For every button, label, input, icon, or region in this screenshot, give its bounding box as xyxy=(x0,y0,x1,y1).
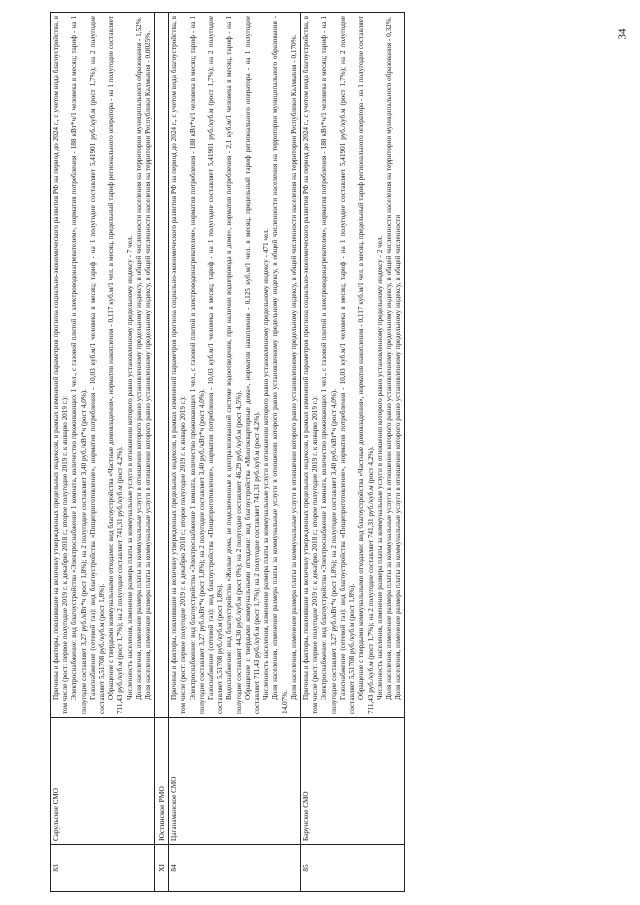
description-paragraph: Доля населения, изменение размера платы за коммунальные услуги в отношении которого равно установленному предельному индексу, в общей численности xyxy=(394,214,403,700)
tariff-table xyxy=(50,12,405,892)
description-cell xyxy=(169,13,301,718)
description-paragraph: Доля населения, изменение размера платы за коммунальные услуги в отношении которого равно установленному предельному индексу, в общей численности населения на территории муниципального образования - 1,52%. xyxy=(134,16,143,700)
table-row xyxy=(51,13,155,892)
municipality-name: Цаганаманское СМО xyxy=(169,718,301,845)
table-row xyxy=(169,13,301,892)
description-paragraph: Газоснабжение (сетевой газ): вид благоустройства «Пищеприготовление», норматив потребления - 10,03 куб.м/1 человека в месяц; тариф - на 1 полугодие составляет 5,41901 руб./куб.м (рост 1,7%); на 2 полугодие составляет 5,51708 руб./куб.м (рост 1,8%). xyxy=(88,16,107,714)
description-paragraph: Водоснабжение: вид благоустройства «Жилые дома, не подключенные к централизованной системе водоотведения, при наличии водопровода в доме», норматив потребления - 2,1 куб.м/1 человека в месяц, тариф - на 1 полугодие составляет 44,30 руб./куб.м (рост 0%); на 2 полугодие составляет 46,29 руб./куб.м (рост 4,5%). xyxy=(225,16,243,714)
description-paragraph: Электроснабжение: вид благоустройства «Электроснабжение 1 комната, количество проживающих 1 чел., с газовой плитой и электроводонагревателем», норматив потребления - 188 кВт*ч/1 человека в месяц; тариф - на 1 полугодие составляет 3,27 руб./кВт*ч (рост 1,8%); на 2 полугодие составляет 3,40 руб./кВт*ч (рост 4,0%). xyxy=(70,16,88,714)
description-paragraph: Обращение с твердыми коммунальными отходами: вид благоустройства «Частные домовладения», норматив накопления - 0,117 куб.м/1 чел. в месяц, предельный тариф регионального оператора - на 1 полугодие составляет 711,43 руб./куб.м (рост 1,7%); на 2 полугодие составляет 741,31 руб./куб.м (рост 4,2%). xyxy=(357,16,375,714)
municipality-name: Юстинское РМО xyxy=(155,718,169,845)
description-paragraph: Доля населения, изменение размера платы за коммунальные услуги в отношении которого равно установленному предельному индексу, в общей численности населения на территории Республики Калмыкия - 0,170%. xyxy=(289,34,298,700)
description-paragraph: Доля населения, изменение размера платы за коммунальные услуги в отношении которого равно установленному предельному индексу, в общей численности населения на территории муниципального образования - 0,32%. xyxy=(384,16,393,700)
description-cell xyxy=(51,13,155,718)
section-row xyxy=(155,13,169,892)
description-paragraph: Численность населения, изменение размера платы за коммунальные услуги в отношении которого равно установленному предельному индексу - 7 чел. xyxy=(125,235,134,700)
rotated-content xyxy=(50,12,590,892)
description-paragraph: Численность населения, изменение размера платы за коммунальные услуги в отношении которого равно установленному предельному индексу - 471 чел. xyxy=(262,228,271,700)
description-paragraph: Электроснабжение: вид благоустройства «Электроснабжение 1 комната, количество проживающих 1 чел., с газовой плитой и электроводонагревателем», норматив потребления - 188 кВт*ч/1 человека в месяц; тариф - на 1 полугодие составляет 3,27 руб./кВт*ч (рост 1,8%); на 2 полугодие составляет 3,40 руб./кВт*ч (рост 4,0%). xyxy=(188,16,206,714)
municipality-name: Барунское СМО xyxy=(301,718,405,845)
description-paragraph: Причины и факторы, повлиявшие на величину утвержденных предельных индексов, в рамках изменений параметров прогноза социально-экономического развития РФ на период до 2024 г., с учетом вида благоустройства, в том числе (рост: первое полугодие 2019 г. к декабрю 2018 г.; второе полугодие 2019 г. к январю 2019 г.): xyxy=(170,16,188,714)
description-paragraph: Причины и факторы, повлиявшие на величину утвержденных предельных индексов, в рамках изменений параметров прогноза социально-экономического развития РФ на период до 2024 г., с учетом вида благоустройства, в том числе (рост: первое полугодие 2019 г. к декабрю 2018 г.; второе полугодие 2019 г. к январю 2019 г.): xyxy=(302,16,320,714)
description-paragraph: Газоснабжение (сетевой газ): вид благоустройства «Пищеприготовление», норматив потребления - 10,03 куб.м/1 человека в месяц; тариф - на 1 полугодие составляет 5,41901 руб./куб.м (рост 1,7%); на 2 полугодие составляет 5,51708 руб./куб.м (рост 1,8%). xyxy=(207,16,225,714)
description-paragraph: Причины и факторы, повлиявшие на величину утвержденных предельных индексов, в рамках изменений параметров прогноза социально-экономического развития РФ на период до 2024 г., с учетом вида благоустройства, в том числе (рост: первое полугодие 2019 г. к декабрю 2018 г.; второе полугодие 2019 г. к январю 2019 г.): xyxy=(52,16,70,714)
row-number: XI xyxy=(155,845,169,892)
row-number: 84 xyxy=(169,845,301,892)
description-cell xyxy=(301,13,405,718)
page-number: 34 xyxy=(616,28,629,40)
description-paragraph: Обращение с твердыми коммунальными отходами: вид благоустройства «Частные домовладения», норматив накопления - 0,117 куб.м/1 чел. в месяц, предельный тариф регионального оператора - на 1 полугодие составляет 711,43 руб./куб.м (рост 1,7%); на 2 полугодие составляет 741,31 руб./куб.м (рост 4,2%). xyxy=(107,16,125,714)
description-paragraph: Численность населения, изменение размера платы за коммунальные услуги в отношении которого равно установленному предельному индексу - 2 чел. xyxy=(375,235,384,700)
row-number: 83 xyxy=(51,845,155,892)
table-row xyxy=(301,13,405,892)
description-paragraph: Электроснабжение: вид благоустройства «Электроснабжение 1 комната, количество проживающих 1 чел., с газовой плитой и электроводонагревателем», норматив потребления - 188 кВт*ч/1 человека в месяц; тариф - на 1 полугодие составляет 3,27 руб./кВт*ч (рост 1,8%); на 2 полугодие составляет 3,40 руб./кВт*ч (рост 4,0%). xyxy=(320,16,338,714)
municipality-name: Сарульское СМО xyxy=(51,718,155,845)
description-paragraph: Газоснабжение (сетевой газ): вид благоустройства «Пищеприготовление», норматив потребления - 10,03 куб.м/1 человека в месяц; тариф - на 1 полугодие составляет 5,41901 руб./куб.м (рост 1,7%); на 2 полугодие составляет 5,51708 руб./куб.м (рост 1,8%). xyxy=(338,16,357,714)
description-paragraph: Доля населения, изменение размера платы за коммунальные услуги в отношении которого равно установленному предельному индексу, в общей численности населения на территории муниципального образования - 14,07%. xyxy=(271,16,289,714)
description-paragraph: Обращение с твердыми коммунальными отходами: вид благоустройства «Многоквартирные дома», норматив накопления - 0,125 куб.м/1 чел. в месяц, предельный тариф регионального оператора - на 1 полугодие составляет 711,43 руб./куб.м (рост 1,7%); на 2 полугодие составляет 741,31 руб./куб.м (рост 4,2%). xyxy=(243,16,262,714)
description-paragraph: Доля населения, изменение размера платы за коммунальные услуги в отношении которого равно установленному предельному индексу, в общей численности населения на территории Республики Калмыкия - 0,0025%. xyxy=(144,30,153,700)
row-number: 85 xyxy=(301,845,405,892)
description-cell xyxy=(155,13,169,718)
